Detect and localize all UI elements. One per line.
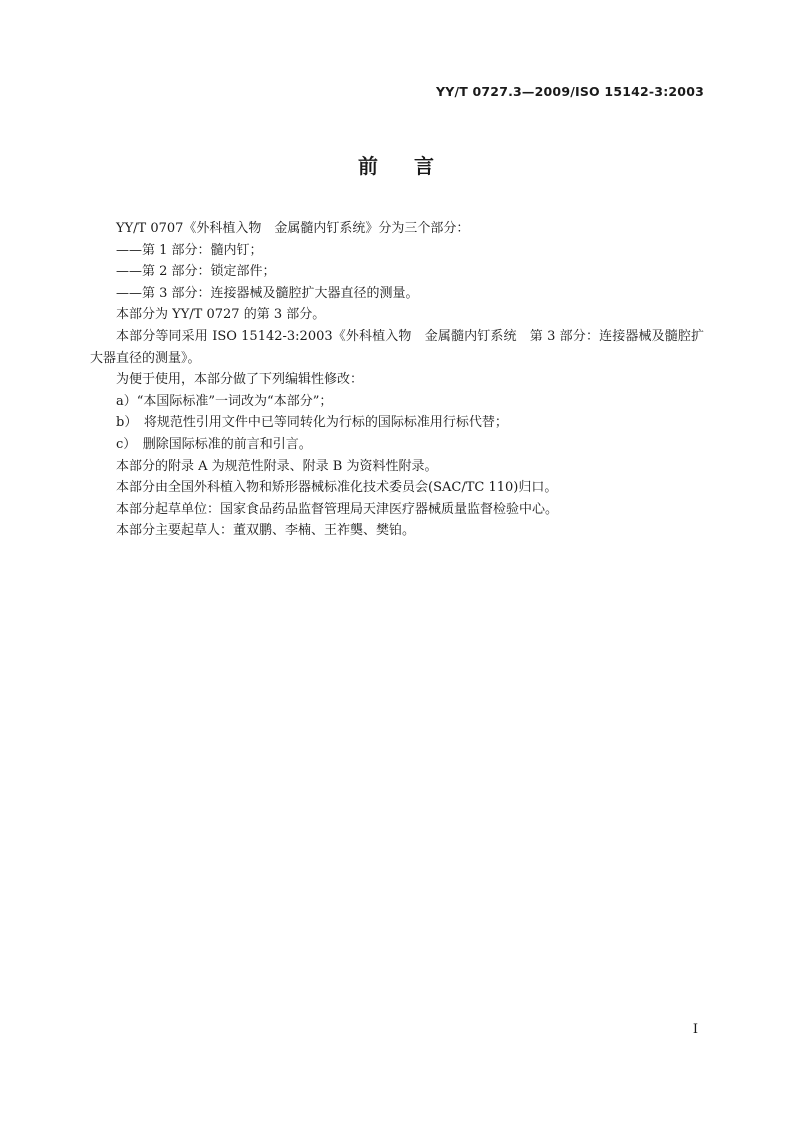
paragraph-drafting-unit: 本部分起草单位：国家食品药品监督管理局天津医疗器械质量监督检验中心。	[116, 501, 559, 517]
list-item-part-1: ——第 1 部分：髓内钉；	[116, 242, 263, 258]
page-number: Ⅰ	[692, 1022, 698, 1037]
paragraph-annexes: 本部分的附录 A 为规范性附录、附录 B 为资料性附录。	[116, 458, 438, 474]
list-item-part-3: ——第 3 部分：连接器械及髓腔扩大器直径的测量。	[116, 285, 419, 301]
paragraph-committee: 本部分由全国外科植入物和矫形器械标准化技术委员会(SAC/TC 110)归口。	[116, 480, 558, 496]
page-title	[0, 150, 794, 179]
paragraph-drafters: 本部分主要起草人：董双鹏、李楠、王祚龑、樊铂。	[116, 523, 416, 539]
title-char-2: 言	[414, 154, 436, 178]
list-item-part-2: ——第 2 部分：锁定部件；	[116, 264, 276, 280]
list-item-change-b: b） 将规范性引用文件中已等同转化为行标的国际标准用行标代替；	[116, 415, 508, 431]
paragraph-parts-intro: YY/T 0707《外科植入物 金属髓内钉系统》分为三个部分：	[116, 221, 470, 236]
list-item-change-a: a）“本国际标准”一词改为“本部分”；	[116, 393, 333, 409]
paragraph-this-part: 本部分为 YY/T 0727 的第 3 部分。	[116, 307, 326, 323]
list-item-change-c: c） 删除国际标准的前言和引言。	[116, 436, 312, 452]
paragraph-equivalent-standard: 本部分等同采用 ISO 15142-3:2003《外科植入物 金属髓内钉系统 第 3 部分：连接器械及髓腔扩大器直径的测量》。	[90, 328, 704, 366]
standard-code-header: YY/T 0727.3—2009/ISO 15142-3:2003	[435, 84, 704, 99]
title-char-1: 前	[358, 154, 380, 178]
foreword-body	[90, 218, 704, 542]
paragraph-editorial-changes: 为便于使用，本部分做了下列编辑性修改：	[116, 372, 364, 388]
